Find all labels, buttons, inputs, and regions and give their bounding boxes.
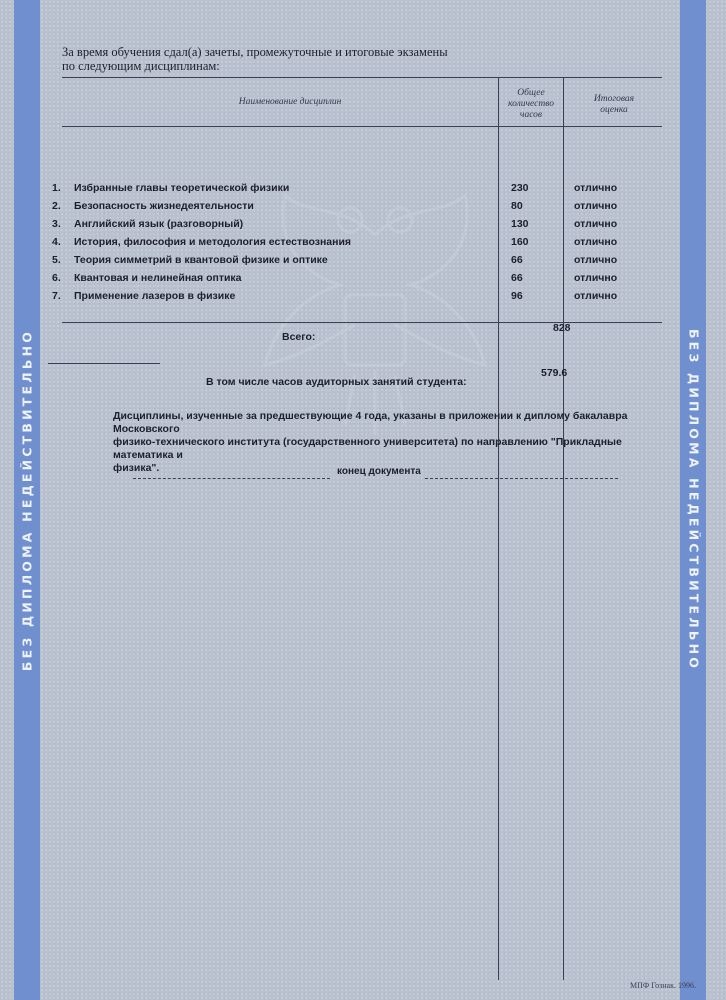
end-dashes-right (425, 478, 618, 479)
intro-line-1: За время обучения сдал(а) зачеты, промежуточные и итоговые экзамены (62, 45, 448, 59)
table-column-divider-2 (563, 77, 564, 980)
total-label: Всего: (282, 331, 316, 343)
auditorium-hours-label: В том числе часов аудиторных занятий студента: (206, 376, 467, 388)
left-strip-text: БЕЗ ДИПЛОМА НЕДЕЙСТВИТЕЛЬНО (19, 328, 35, 672)
short-rule (48, 363, 160, 364)
total-value: 828 (553, 322, 571, 334)
diploma-supplement-page: БЕЗ ДИПЛОМА НЕДЕЙСТВИТЕЛЬНО БЕЗ ДИПЛОМА НЕДЕЙСТВИТЕЛЬНО За время обучения сдал(а) зачеты, промежуточные и итоговые экзамены по следующим дисциплинам: Наименование дисциплин Общее количество часов Итоговая оценка 1. Избранные главы теоретической физики 230 отлично 2. Безопасность жизнедеятельности 80 отлично 3. Английский язык (разговорный) 130 отлично 4. История, философия и методология естествознания 160 отлично 5. Теория симметрий в квантовой физике и оптике 66 отлично 6. Квантовая и нелинейная оптика 66 отлично 7. Применение лазеров в физике 96 отлично Всего: 828 В том числе часов аудиторных занятий студента: 579.6 Дисциплины, изученные за предшествующие 4 года, указаны в приложении к диплому бакалавра Московского физико-технического института (государственного университета) по направлению "Прикладные математика и физика". конец документа МПФ Гознак. 1996. (0, 0, 726, 1000)
intro-text (62, 45, 448, 73)
auditorium-hours-value: 579.6 (541, 367, 568, 379)
table-column-divider-1 (498, 77, 499, 980)
printer-footer: МПФ Гознак. 1996. (629, 981, 696, 990)
header-discipline-name: Наименование дисциплин (238, 97, 342, 107)
header-grade: Итоговая оценка (593, 94, 635, 115)
previous-studies-note: Дисциплины, изученные за предшествующие 4 года, указаны в приложении к диплому бакалавра Московского физико-технического института (государственного университета) по направлению "Прикладные математика и физика". (113, 410, 628, 474)
eagle-emblem-icon (245, 175, 505, 445)
table-bottom-rule (62, 322, 662, 323)
table-header-rule (62, 126, 662, 127)
table-top-rule (62, 77, 662, 78)
end-of-document-label: конец документа (337, 466, 421, 477)
end-dashes-left (133, 478, 330, 479)
header-hours: Общее количество часов (508, 88, 554, 120)
intro-line-2: по следующим дисциплинам: (62, 59, 220, 73)
right-strip-text: БЕЗ ДИПЛОМА НЕДЕЙСТВИТЕЛЬНО (686, 328, 702, 672)
